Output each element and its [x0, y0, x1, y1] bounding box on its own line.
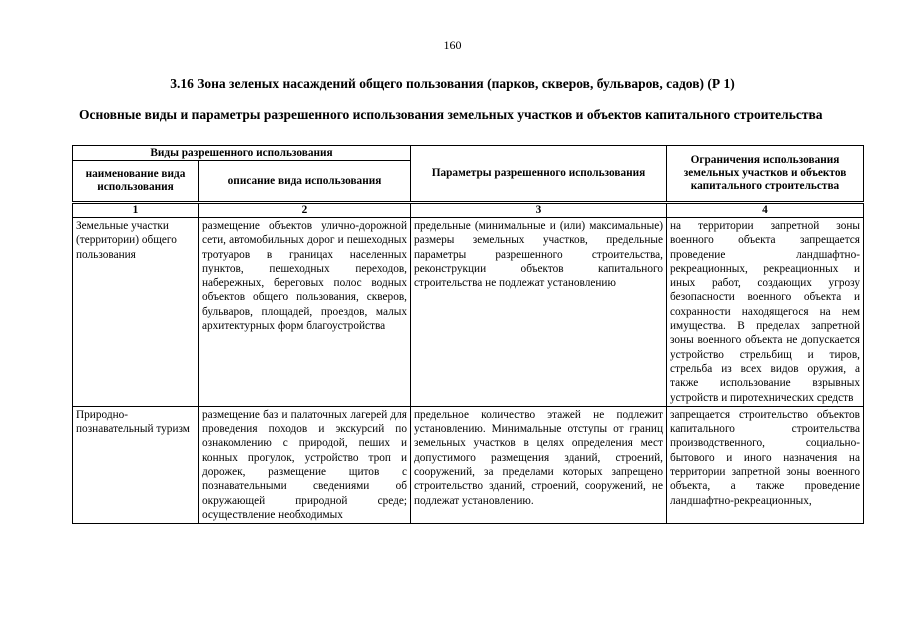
header-restrictions: Ограничения использования земельных участков и объектов капитального строительства	[667, 146, 864, 203]
page-number: 160	[443, 38, 462, 52]
use-description-cell: размещение баз и палаточных лагерей для проведения походов и экскурсий по ознакомлению с природой, пеших и конных прогулок, устройство троп и дорожек, размещение щитов с познавательными сведениями об окружающей природной среде; осуществление необходимых	[199, 406, 411, 523]
table-subtitle: Основные виды и параметры разрешенного использования земельных участков и объектов капитального строительства	[79, 107, 823, 122]
parameters-cell: предельное количество этажей не подлежит установлению. Минимальные отступы от границ земельных участков в целях определения мест допустимого размещения зданий, строений, сооружений, за пределами которых запрещено строительство зданий, строений, сооружений, не подлежат установлению.	[411, 406, 667, 523]
use-description-cell: размещение объектов улично-дорожной сети, автомобильных дорог и пешеходных тротуаров в границах населенных пунктов, пешеходных переходов, набережных, береговых полос водных объектов общего пользования, скверов, бульваров, площадей, проездов, малых архитектурных форм благоустройства	[199, 218, 411, 407]
header-use-name: наименование вида использования	[73, 161, 199, 203]
header-row-1	[73, 146, 864, 161]
use-name-cell: Природно-познавательный туризм	[73, 406, 199, 523]
column-number-row	[73, 203, 864, 218]
parameters-cell: предельные (минимальные и (или) максимальные) размеры земельных участков, предельные параметры разрешенного строительства, реконструкции объектов капитального строительства не подлежат установлению	[411, 218, 667, 407]
land-use-table	[72, 145, 864, 524]
column-number: 4	[667, 203, 864, 218]
column-number: 2	[199, 203, 411, 218]
section-title: 3.16 Зона зеленых насаждений общего пользования (парков, скверов, бульваров, садов) (Р 1)	[170, 76, 735, 91]
table-row	[73, 406, 864, 523]
use-name-cell: Земельные участки (территории) общего пользования	[73, 218, 199, 407]
header-group-permitted-uses: Виды разрешенного использования	[73, 146, 411, 161]
table-row	[73, 218, 864, 407]
header-use-description: описание вида использования	[199, 161, 411, 203]
column-number: 3	[411, 203, 667, 218]
column-number: 1	[73, 203, 199, 218]
restrictions-cell: запрещается строительство объектов капитального строительства производственного, социально-бытового и иного назначения на территории запретной зоны военного объекта, а также проведение ландшафтно-рекреационных,	[667, 406, 864, 523]
header-parameters: Параметры разрешенного использования	[411, 146, 667, 203]
restrictions-cell: на территории запретной зоны военного объекта запрещается проведение ландшафтно-рекреационных, рекреационных и иных работ, создающих угрозу безопасности военного объекта и сохранности находящегося на нем имущества. В пределах запретной зоны военного объекта не допускается устройство стрельбищ и тиров, стрельба из всех видов оружия, а также использование взрывных устройств и пиротехнических средств	[667, 218, 864, 407]
